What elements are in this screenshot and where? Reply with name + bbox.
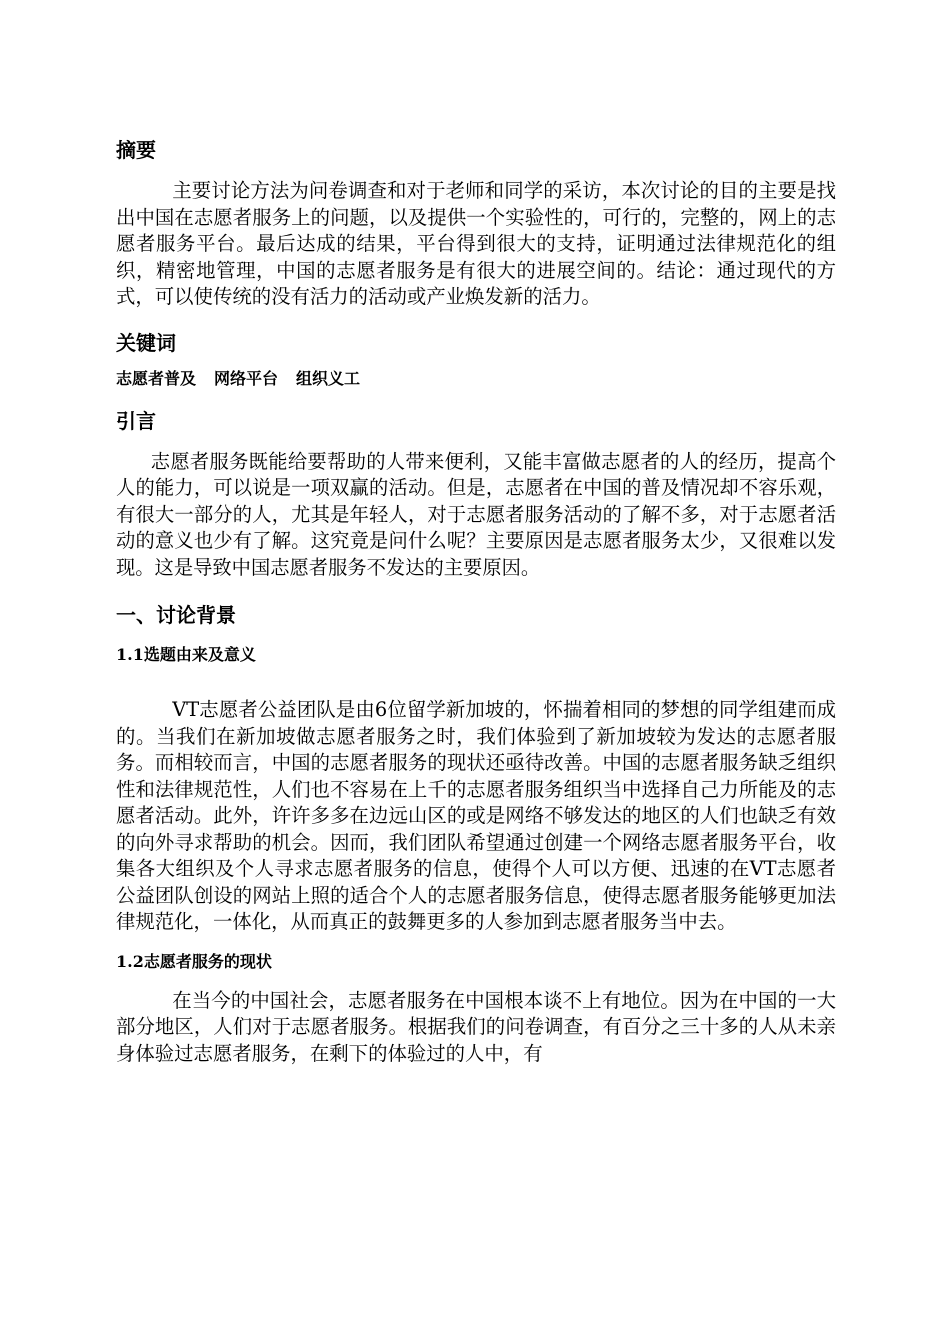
keywords-heading: 关键词 [116, 330, 176, 355]
keyword-item: 网络平台 [214, 368, 279, 388]
section1-2-body: 在当今的中国社会，志愿者服务在中国根本谈不上有地位。因为在中国的一大部分地区，人们对于志愿者服务。根据我们的问卷调查，有百分之三十多的人从未亲身体验过志愿者服务，在剩下的体验过的人中，有 [116, 988, 836, 1065]
section1-1-heading: 1.1选题由来及意义 [116, 645, 256, 664]
keyword-item: 志愿者普及 [116, 368, 197, 388]
section1-heading: 一、讨论背景 [116, 603, 236, 627]
abstract-heading: 摘要 [116, 138, 156, 162]
keywords-list [116, 367, 836, 391]
introduction-heading: 引言 [116, 408, 156, 433]
keyword-item: 组织义工 [296, 368, 361, 388]
section1-2-heading: 1.2志愿者服务的现状 [116, 951, 272, 971]
introduction-body: 志愿者服务既能给要帮助的人带来便利，又能丰富做志愿者的人的经历，提高个人的能力，可以说是一项双赢的活动。但是，志愿者在中国的普及情况却不容乐观，有很大一部分的人，尤其是年轻人，对于志愿者服务活动的了解不多，对于志愿者活动的意义也少有了解。这究竟是问什么呢？主要原因是志愿者服务太少，又很难以发现。这是导致中国志愿者服务不发达的主要原因。 [116, 449, 836, 579]
section1-1-body: VT志愿者公益团队是由6位留学新加坡的，怀揣着相同的梦想的同学组建而成的。当我们在新加坡做志愿者服务之时，我们体验到了新加坡较为发达的志愿者服务。而相较而言，中国的志愿者服务的现状还亟待改善。中国的志愿者服务缺乏组织性和法律规范性，人们也不容易在上千的志愿者服务组织当中选择自己力所能及的志愿者活动。此外，许许多多在边远山区的或是网络不够发达的地区的人们也缺乏有效的向外寻求帮助的机会。因而，我们团队希望通过创建一个网络志愿者服务平台，收集各大组织及个人寻求志愿者服务的信息，使得个人可以方便、迅速的在VT志愿者公益团队创设的网站上照的适合个人的志愿者服务信息，使得志愿者服务能够更加法律规范化，一体化，从而真正的鼓舞更多的人参加到志愿者服务当中去。 [116, 698, 836, 933]
abstract-body: 主要讨论方法为问卷调查和对于老师和同学的采访，本次讨论的目的主要是找出中国在志愿者服务上的问题，以及提供一个实验性的，可行的，完整的，网上的志愿者服务平台。最后达成的结果，平台得到很大的支持，证明通过法律规范化的组织，精密地管理，中国的志愿者服务是有很大的进展空间的。结论：通过现代的方式，可以使传统的没有活力的活动或产业焕发新的活力。 [116, 179, 836, 308]
